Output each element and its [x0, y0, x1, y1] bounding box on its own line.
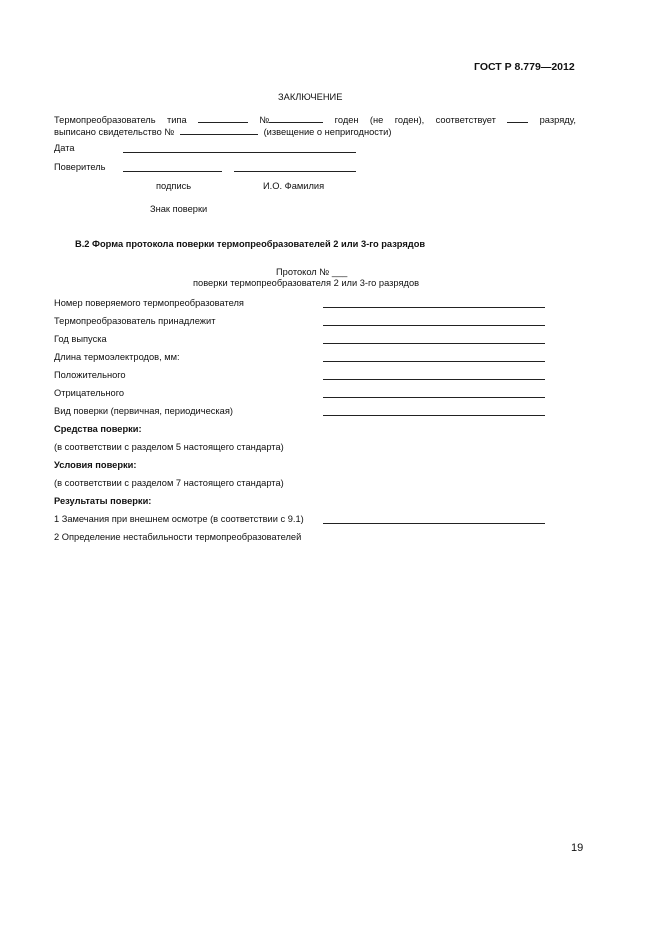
conclusion-line-2 [54, 125, 391, 137]
field-label-year: Год выпуска [54, 334, 107, 344]
field-label-negative: Отрицательного [54, 388, 125, 398]
word-fit: годен [334, 115, 359, 125]
stamp-label: Знак поверки [150, 204, 208, 214]
date-label: Дата [54, 143, 75, 153]
field-label-electrode-length: Длина термоэлектродов, мм: [54, 352, 180, 362]
results-label: Результаты поверки: [54, 496, 152, 506]
field-label-positive: Положительного [54, 370, 126, 380]
word-corresponds: соответствует [435, 115, 496, 125]
field-label-serial-number: Номер поверяемого термопреобразователя [54, 298, 244, 308]
signature-caption: подпись [156, 181, 192, 191]
signature-blank [123, 171, 222, 172]
section-heading: В.2 Форма протокола поверки термопреобразователей 2 или 3-го разрядов [75, 239, 426, 249]
protocol-title: Протокол № ___ [276, 267, 348, 277]
field-blank-electrode-length [323, 361, 545, 362]
protocol-subtitle: поверки термопреобразователя 2 или 3-го разрядов [193, 278, 420, 288]
certificate-issued-label: выписано свидетельство № [54, 127, 175, 137]
standard-code: ГОСТ Р 8.779—2012 [474, 61, 575, 73]
rank-blank [507, 113, 528, 123]
field-blank-year [323, 343, 545, 344]
results-blank-external-inspection [323, 523, 545, 524]
conclusion-line-1 [54, 113, 576, 125]
unfitness-notice-label: (извещение о непригодности) [263, 127, 392, 137]
date-blank [123, 152, 356, 153]
conditions-note: (в соответствии с разделом 7 настоящего стандарта) [54, 478, 284, 488]
results-item-external-inspection: 1 Замечания при внешнем осмотре (в соответствии с 9.1) [54, 514, 304, 524]
number-blank [269, 113, 323, 123]
word-rank: разряду, [539, 115, 576, 125]
field-label-verification-type: Вид поверки (первичная, периодическая) [54, 406, 233, 416]
word-type: типа [166, 115, 187, 125]
name-blank [234, 171, 356, 172]
page-number: 19 [571, 842, 584, 854]
word-number-sign: № [259, 115, 270, 125]
word-thermoconverter: Термопреобразователь [54, 115, 156, 125]
verifier-label: Поверитель [54, 162, 106, 172]
results-item-instability: 2 Определение нестабильности термопреобразователей [54, 532, 302, 542]
type-blank [198, 113, 248, 123]
certificate-number-blank [180, 125, 258, 135]
conditions-label: Условия поверки: [54, 460, 137, 470]
field-blank-serial-number [323, 307, 545, 308]
field-blank-negative [323, 397, 545, 398]
means-label: Средства поверки: [54, 424, 142, 434]
word-not: (не [369, 115, 384, 125]
field-blank-verification-type [323, 415, 545, 416]
means-note: (в соответствии с разделом 5 настоящего стандарта) [54, 442, 284, 452]
name-caption: И.О. Фамилия [263, 181, 325, 191]
field-blank-owner [323, 325, 545, 326]
field-blank-positive [323, 379, 545, 380]
word-fit-close: годен), [394, 115, 425, 125]
field-label-owner: Термопреобразователь принадлежит [54, 316, 216, 326]
conclusion-title: ЗАКЛЮЧЕНИЕ [278, 92, 343, 102]
